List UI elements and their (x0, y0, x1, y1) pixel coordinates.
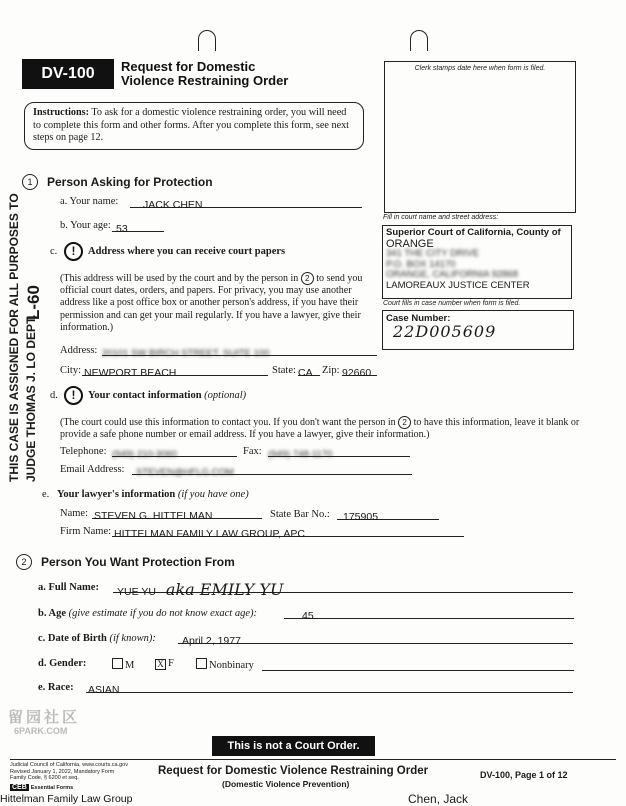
form-title-line1: Request for Domestic (121, 59, 256, 74)
dob-label: c. Date of Birth (38, 633, 107, 644)
footer-form-title: Request for Domestic Violence Restraining Order (158, 765, 429, 777)
instructions-text: To ask for a domestic violence restraining order, you will need to complete this form and other forms. After you complete this form, see next steps on page 12. (33, 107, 350, 143)
form-title-line2: Violence Restraining Order (121, 73, 289, 88)
section2-number: 2 (16, 554, 32, 570)
zip-field (342, 363, 377, 379)
address-value: 20101 SW BIRCH STREET, SUITE 100 (102, 348, 270, 359)
punch-hole-left (198, 30, 216, 51)
fax-field (268, 444, 410, 460)
alert-icon: ! (64, 242, 83, 261)
contact-heading: Your contact information (88, 390, 202, 401)
watermark-chinese: 留园社区 (8, 709, 81, 726)
age2-field (284, 606, 574, 622)
fax-label: Fax: (243, 446, 262, 457)
form-id-badge: DV-100 (22, 59, 114, 89)
address-paragraph (60, 272, 372, 334)
contact-letter: d. (50, 390, 58, 401)
gender-other-line (262, 670, 574, 671)
gender-m-label: M (125, 660, 135, 671)
not-court-order-banner: This is not a Court Order. (212, 736, 375, 756)
clerk-stamp-box (384, 61, 576, 213)
lawyer-name-value: STEVEN G. HITTELMAN (94, 510, 213, 522)
address-para-a: (This address will be used by the court and by the person in (60, 273, 299, 284)
state-value: CA (298, 367, 313, 379)
email-label: Email Address: (60, 464, 125, 475)
fax-header-bar (0, 793, 626, 806)
footer-revised: Revised January 1, 2022, Mandatory Form (10, 768, 115, 775)
lawyer-heading: Your lawyer's information (57, 489, 176, 500)
address-letter: c. (50, 246, 58, 257)
contact-optional: (optional) (204, 390, 247, 401)
your-age-label: b. Your age: (60, 220, 111, 231)
full-name-handwritten: aka EMILY YU (165, 580, 284, 599)
dob-hint: (if known): (109, 633, 156, 644)
footer-form-subtitle: (Domestic Violence Prevention) (222, 779, 350, 789)
court-addr2: P.O. BOX 14170 (386, 258, 456, 270)
your-age-value: 53 (116, 223, 128, 235)
full-name-value: YUE YU (117, 586, 156, 598)
section1-heading: Person Asking for Protection (47, 175, 213, 189)
gender-label: d. Gender: (38, 658, 87, 669)
ceb-logo-text: CEB (12, 784, 27, 791)
full-name-field (113, 580, 573, 599)
alert-icon: ! (64, 386, 83, 405)
section1-number: 1 (22, 174, 38, 190)
instructions-box (24, 102, 364, 150)
footer-page-ref: DV-100, Page 1 of 12 (480, 770, 568, 780)
state-field (298, 363, 320, 379)
contact-para-a: (The court could use this information to contact you. If you don't want the person in (60, 417, 396, 428)
court-box-label: Fill in court name and street address: (383, 214, 499, 221)
footer-divider (10, 759, 616, 760)
stamp-line2: JUDGE THOMAS J. LO DEPT. (24, 314, 38, 482)
full-name-label: a. Full Name: (38, 582, 99, 593)
address-para-b: to (316, 273, 325, 284)
lawyer-letter: e. (42, 489, 50, 500)
state-label: State: (272, 365, 296, 376)
race-value: ASIAN (88, 684, 120, 696)
age-label-wrap (38, 608, 257, 619)
contact-para-b: to have this information, (413, 417, 512, 428)
dob-value: April 2, 1977 (182, 635, 241, 647)
stamp-dept: L-60 (24, 285, 43, 320)
gender-m-checkbox[interactable] (112, 658, 123, 669)
footer-code: Family Code, § 6200 et seq. (10, 775, 79, 781)
contact-paragraph (60, 416, 582, 441)
case-number-box (382, 310, 574, 350)
address-field (102, 343, 377, 359)
address-label: Address: (60, 345, 98, 356)
telephone-value: (949) 210-3060 (112, 449, 177, 460)
gender-f-checkbox[interactable]: X (155, 659, 166, 670)
form-title (121, 60, 288, 88)
dob-label-wrap (38, 633, 156, 644)
lawyer-name-field (92, 506, 262, 522)
lawyer-heading-wrap (57, 489, 249, 500)
case-number-label: Case Number: (386, 313, 451, 324)
city-label: City: (60, 365, 82, 376)
bar-number-label: State Bar No.: (270, 509, 330, 520)
address-heading: Address where you can receive court papers (88, 246, 286, 257)
gender-nb-label: Nonbinary (209, 660, 254, 671)
bar-number-value: 175905 (343, 511, 379, 523)
your-name-value: JACK CHEN (143, 199, 203, 211)
your-name-field (130, 195, 362, 211)
dob-field (178, 631, 573, 647)
age2-label: b. Age (38, 608, 67, 619)
fax-value: (949) 748-1170 (268, 449, 333, 460)
footer-council-info (10, 762, 128, 782)
instructions-label: Instructions: (33, 107, 90, 118)
firm-footer-text: Hittelman Family Law Group (0, 793, 133, 805)
gender-nb-option[interactable] (196, 658, 254, 671)
section2-reference: 2 (301, 272, 314, 285)
telephone-field (112, 444, 237, 460)
ceb-essential-forms: Essential Forms (30, 785, 74, 791)
your-age-field (112, 219, 164, 235)
email-field (132, 462, 412, 478)
race-label: e. Race: (38, 682, 74, 693)
gender-f-label: F (168, 658, 174, 669)
bar-number-field (337, 507, 439, 523)
clerk-stamp-label: Clerk stamps date here when form is filed. (414, 65, 546, 72)
judge-assignment-stamp (7, 190, 49, 490)
court-addr3: ORANGE, CALIFORNIA 92868 (386, 269, 518, 280)
firm-name-label: Firm Name: (60, 526, 112, 537)
address-para-rest: send you official court dates, orders, and papers. For privacy, you may use another address like a post office box or another person's address, if you have their permission and can get your mail regularly. If you have a lawyer, give their information.) (60, 273, 363, 333)
watermark-url: 6PARK.COM (14, 726, 68, 736)
court-county: ORANGE (386, 237, 434, 250)
lawyer-optional: (if you have one) (177, 489, 249, 500)
age2-value: 45 (302, 610, 314, 622)
section2-reference: 2 (398, 416, 411, 429)
handwritten-name: Chen, Jack (408, 792, 469, 806)
court-line1: Superior Court of California, County of (386, 227, 561, 238)
telephone-label: Telephone: (60, 446, 107, 457)
city-field (82, 363, 268, 379)
stamp-line1: THIS CASE IS ASSIGNED FOR ALL PURPOSES TO (7, 193, 21, 482)
zip-label: Zip: (322, 365, 340, 376)
gender-nb-checkbox[interactable] (196, 658, 207, 669)
case-number-value: 22D005609 (393, 322, 497, 341)
court-center: LAMOREAUX JUSTICE CENTER (386, 279, 530, 291)
email-value: STEVEN@HFLG.COM (136, 467, 234, 478)
firm-name-field (112, 524, 464, 540)
court-addr1: 341 THE CITY DRIVE (386, 248, 480, 259)
case-box-label: Court fills in case number when form is filed. (383, 300, 521, 307)
city-value: NEWPORT BEACH (84, 367, 177, 379)
contact-para-rest: leave it blank or provide a safe phone number or email address. If you have a lawyer, give their information.) (60, 417, 580, 441)
age2-hint: (give estimate if you do not know exact age): (68, 608, 257, 619)
section2-heading: Person You Want Protection From (41, 555, 235, 569)
race-field (86, 680, 573, 696)
gender-m-option[interactable] (112, 658, 134, 671)
your-name-label: a. Your name: (60, 196, 119, 207)
lawyer-name-label: Name: (60, 508, 88, 519)
court-address-box (382, 225, 572, 299)
footer-council: Judicial Council of California, www.courts.ca.gov (10, 762, 128, 768)
contact-heading-wrap (88, 390, 246, 401)
zip-value: 92660 (342, 367, 372, 379)
punch-hole-right (410, 30, 428, 51)
ceb-logo (10, 784, 73, 791)
gender-f-option[interactable] (155, 658, 174, 670)
firm-name-value: HITTELMAN FAMILY LAW GROUP, APC (114, 528, 305, 540)
